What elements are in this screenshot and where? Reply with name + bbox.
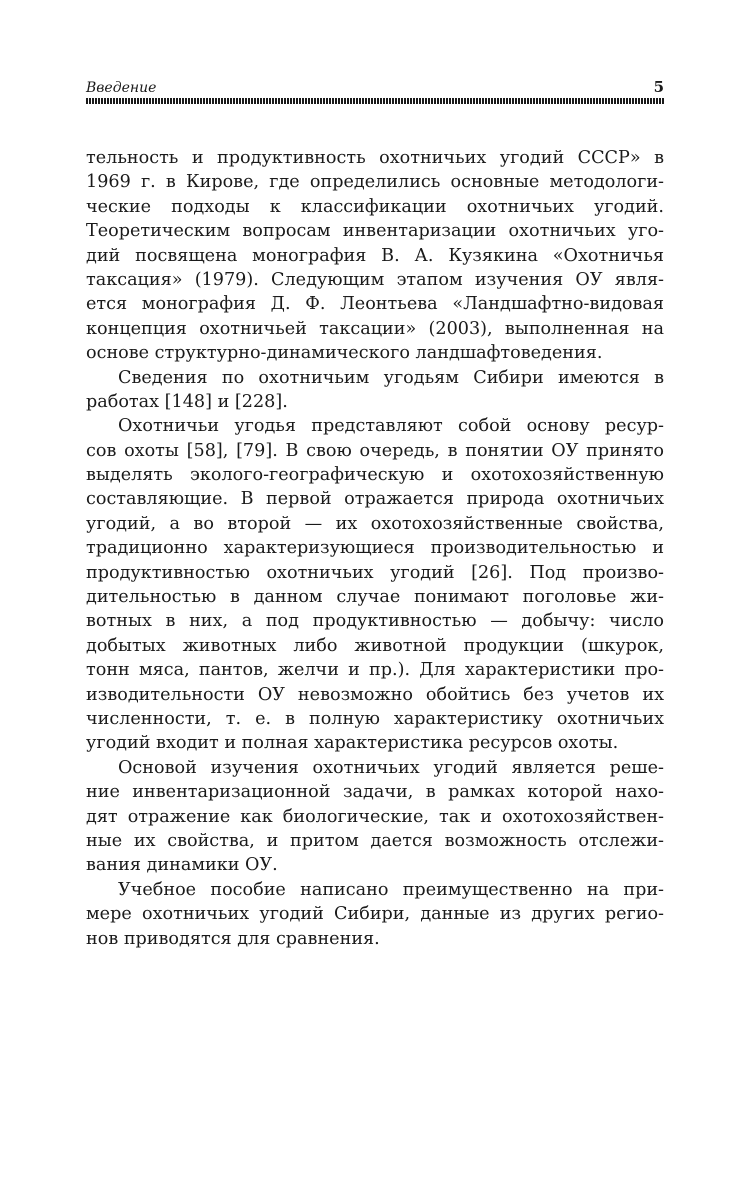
text-line: нов приводятся для сравнения. [86,928,380,949]
text-line: таксация» (1979). Следующим этапом изучения ОУ явля- [86,269,664,290]
paragraph [86,146,664,366]
paragraph [86,878,664,951]
text-line: работах [148] и [228]. [86,391,288,412]
text-line: дий посвящена монография В. А. Кузякина «Охотничья [86,245,664,266]
text-line: изводительности ОУ невозможно обойтись без учетов их [86,684,664,705]
text-line: вания динамики ОУ. [86,855,278,876]
page-number: 5 [653,78,664,96]
paragraph [86,414,664,755]
text-line: угодий, а во второй — их охотохозяйственные свойства, [86,513,664,534]
text-line: ется монография Д. Ф. Леонтьева «Ландшафтно-видовая [86,294,664,315]
text-line: составляющие. В первой отражается природа охотничьих [86,489,664,510]
text-line: традиционно характеризующиеся производительностью и [86,538,664,559]
text-line: ческие подходы к классификации охотничьих угодий. [86,196,664,217]
text-line: Учебное пособие написано преимущественно на при- [118,879,664,900]
text-line: сов охоты [58], [79]. В свою очередь, в понятии ОУ принято [86,440,664,461]
text-line: Основой изучения охотничьих угодий является реше- [118,757,664,778]
text-line: Охотничьи угодья представляют собой основу ресур- [118,416,664,437]
text-line: основе структурно-динамического ландшафтоведения. [86,343,603,364]
text-line: угодий входит и полная характеристика ресурсов охоты. [86,733,619,754]
running-head: Введение [86,80,157,96]
text-line: дят отражение как биологические, так и охотохозяйствен- [86,806,664,827]
paragraph [86,756,664,878]
text-line: мере охотничьих угодий Сибири, данные из других регио- [86,904,664,925]
text-line: Теоретическим вопросам инвентаризации охотничьих уго- [86,221,664,242]
paragraph [86,366,664,415]
text-line: дительностью в данном случае понимают поголовье жи- [86,587,664,608]
text-line: ные их свойства, и притом дается возможность отслежи- [86,830,664,851]
text-line: продуктивностью охотничьих угодий [26]. Под произво- [86,562,664,583]
text-line: тельность и продуктивность охотничьих угодий СССР» в [86,148,664,168]
header-dotted-rule [86,98,664,104]
book-page [86,0,664,1182]
text-line: выделять эколого-географическую и охотохозяйственную [86,465,664,486]
text-line: численности, т. е. в полную характеристику охотничьих [86,708,664,729]
text-line: Сведения по охотничьим угодьям Сибири имеются в [118,367,664,388]
text-line: ние инвентаризационной задачи, в рамках которой нахо- [86,782,664,803]
text-line: тонн мяса, пантов, желчи и пр.). Для характеристики про- [86,660,664,681]
text-line: концепция охотничьей таксации» (2003), выполненная на [86,318,664,339]
text-line: добытых животных либо животной продукции (шкурок, [86,635,664,656]
body-text [86,146,664,951]
page-header [86,78,664,100]
text-line: вотных в них, а под продуктивностью — добычу: число [86,611,664,632]
text-line: 1969 г. в Кирове, где определились основные методологи- [86,172,664,193]
